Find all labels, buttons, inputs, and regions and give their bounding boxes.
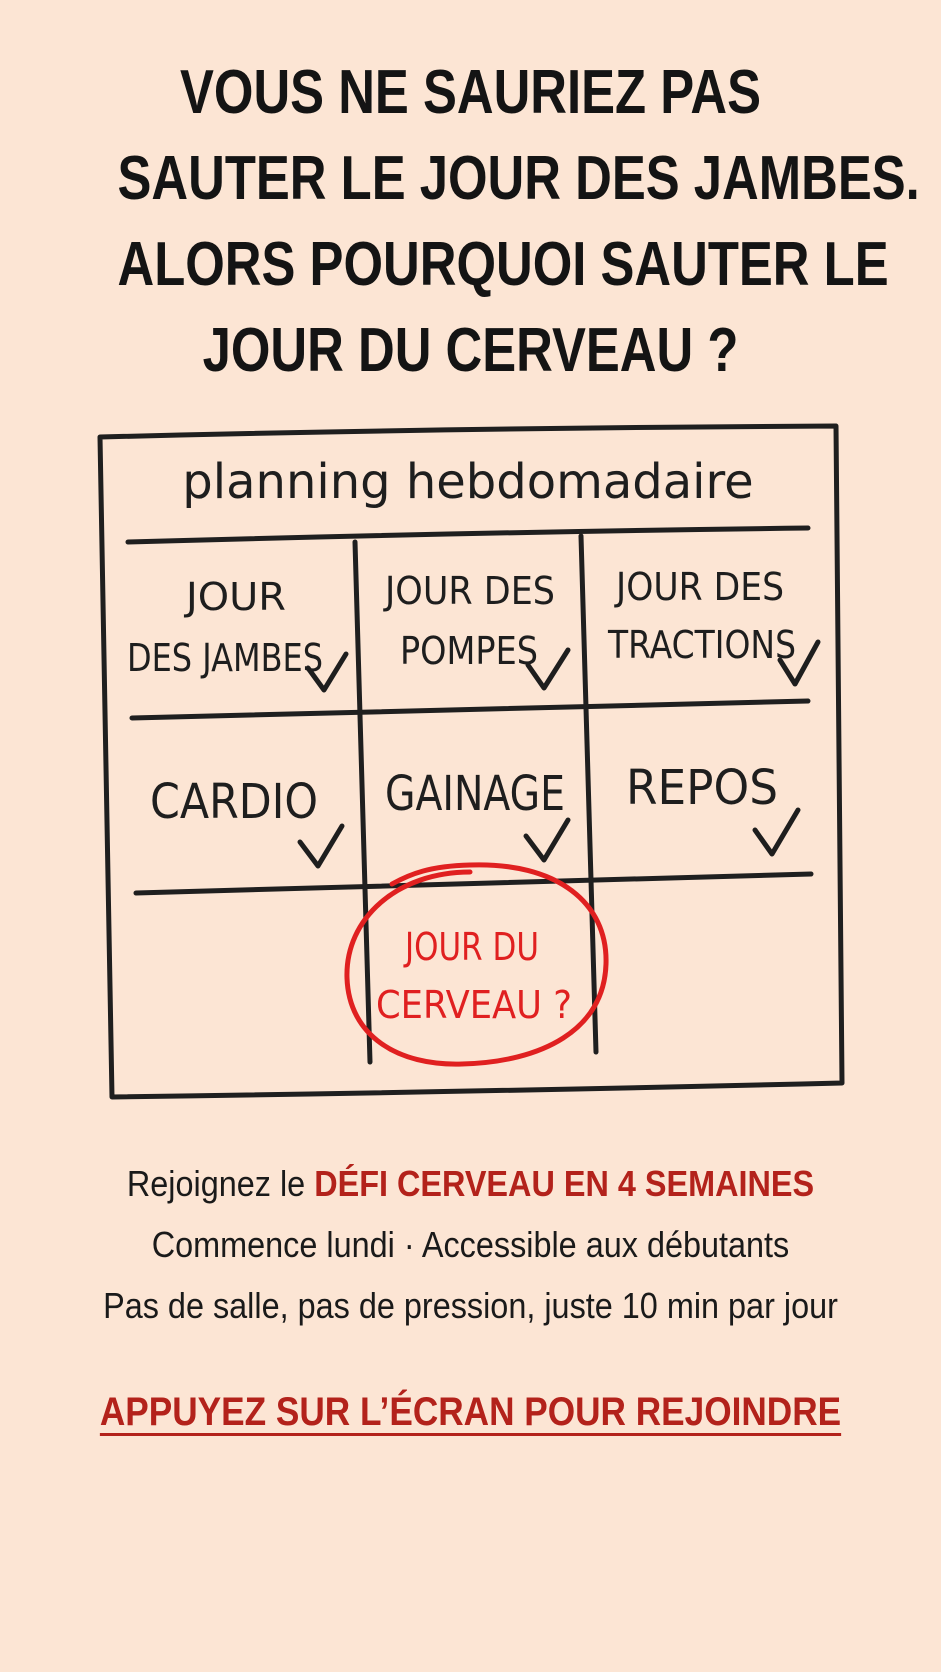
check-icon — [526, 820, 568, 860]
planner-divider-row-2 — [136, 874, 811, 893]
challenge-line — [47, 1163, 894, 1205]
cell-gainage: GAINAGE — [385, 766, 565, 822]
planner-title: planning hebdomadaire — [182, 454, 754, 510]
cell-cardio: CARDIO — [150, 774, 318, 830]
check-icon — [755, 810, 798, 854]
highlight-line-1: JOUR DU — [403, 925, 539, 969]
cell-pompes-line-2: POMPES — [400, 629, 538, 673]
join-cta-link[interactable]: APPUYEZ SUR L’ÉCRAN POUR REJOINDRE — [99, 1390, 842, 1434]
headline-line-4: JOUR DU CERVEAU ? — [202, 316, 739, 385]
start-info: Commence lundi · Accessible aux débutants — [151, 1224, 790, 1265]
planner-divider-title — [128, 528, 808, 542]
cell-repos: REPOS — [626, 760, 778, 816]
details-info: Pas de salle, pas de pression, juste 10 min par jour — [103, 1285, 838, 1326]
planner-column-line-2 — [581, 536, 596, 1052]
headline-line-3: ALORS POURQUOI SAUTER LE — [117, 230, 889, 299]
headline-line-1: VOUS NE SAURIEZ PAS — [180, 58, 761, 127]
challenge-prefix: Rejoignez le — [126, 1163, 315, 1204]
cell-jambes-line-1: JOUR — [183, 575, 286, 619]
planner-column-line-1 — [355, 542, 370, 1062]
check-icon — [300, 826, 342, 866]
highlight-line-2: CERVEAU ? — [376, 983, 572, 1027]
cell-tractions-line-2: TRACTIONS — [607, 623, 796, 667]
cell-jambes-line-2: DES JAMBES — [127, 636, 323, 680]
cell-tractions-line-1: JOUR DES — [614, 565, 784, 609]
planner-divider-row-1 — [132, 701, 808, 718]
challenge-name: DÉFI CERVEAU EN 4 SEMAINES — [314, 1163, 815, 1204]
headline-line-2: SAUTER LE JOUR DES JAMBES. — [117, 144, 920, 213]
cell-pompes-line-1: JOUR DES — [383, 569, 555, 613]
